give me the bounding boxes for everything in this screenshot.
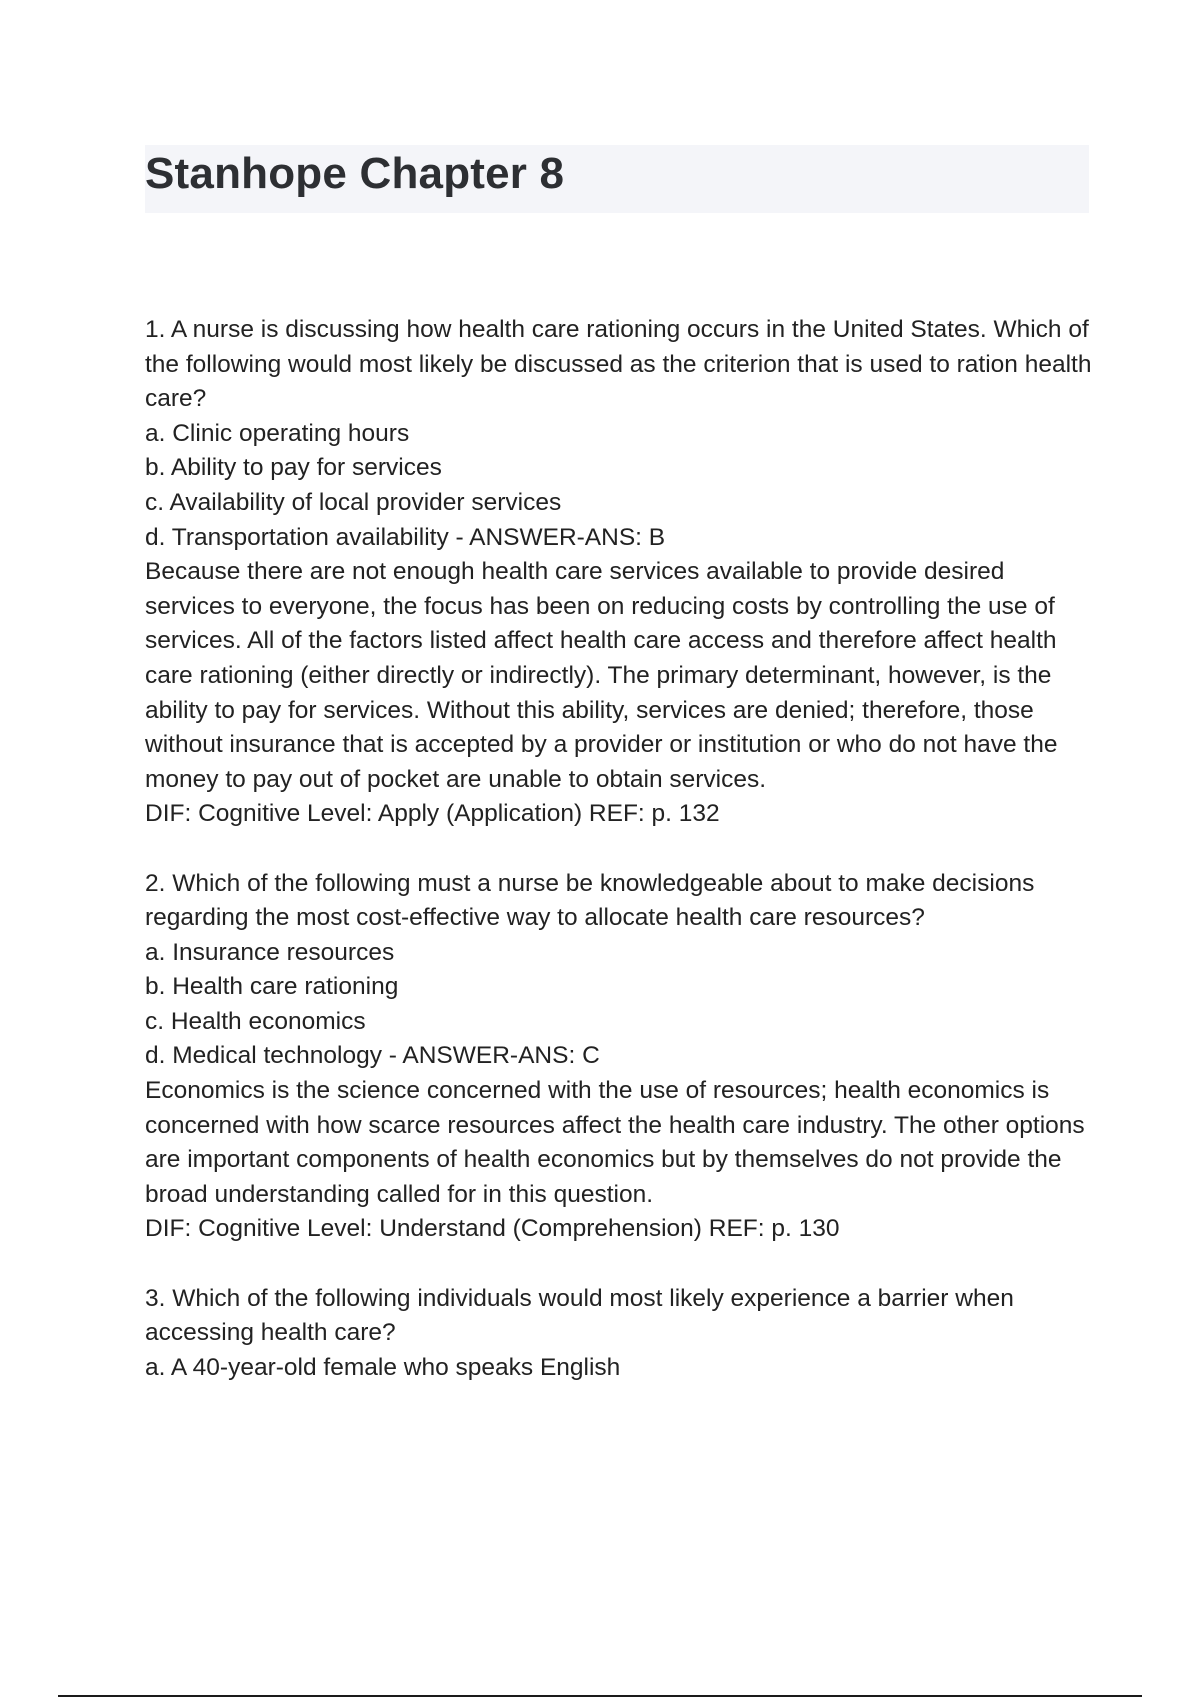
question-meta: DIF: Cognitive Level: Apply (Application) REF: p. 132 bbox=[145, 800, 720, 828]
question-stem: 1. A nurse is discussing how health care rationing occurs in the United States. Which of the following would most likely be discussed as the criterion that is used to ration health care? bbox=[145, 316, 1092, 413]
question-list bbox=[145, 313, 1095, 1420]
answer-option: b. Ability to pay for services bbox=[145, 454, 442, 482]
answer-option: c. Health economics bbox=[145, 1007, 366, 1035]
answer-option-with-key: d. Transportation availability - ANSWER-ANS: B bbox=[145, 523, 666, 551]
question-3 bbox=[145, 1282, 1095, 1386]
question-stem: 3. Which of the following individuals would most likely experience a barrier when accessing health care? bbox=[145, 1284, 1014, 1347]
answer-option: a. Clinic operating hours bbox=[145, 419, 410, 447]
answer-option: a. Insurance resources bbox=[145, 938, 395, 966]
question-2 bbox=[145, 867, 1095, 1248]
question-meta: DIF: Cognitive Level: Understand (Comprehension) REF: p. 130 bbox=[145, 1215, 840, 1243]
answer-option-with-key: d. Medical technology - ANSWER-ANS: C bbox=[145, 1042, 600, 1070]
page-bottom-rule bbox=[58, 1695, 1142, 1697]
page-title: Stanhope Chapter 8 bbox=[145, 149, 565, 198]
rationale: Economics is the science concerned with the use of resources; health economics is concerned with how scarce resources affect the health care industry. The other options are important components of health economics but by themselves do not provide the broad understanding called for in this question. bbox=[145, 1077, 1085, 1208]
answer-option: c. Availability of local provider services bbox=[145, 488, 562, 516]
question-stem: 2. Which of the following must a nurse be knowledgeable about to make decisions regarding the most cost-effective way to allocate health care resources? bbox=[145, 869, 1035, 932]
answer-option: a. A 40-year-old female who speaks English bbox=[145, 1353, 621, 1381]
rationale: Because there are not enough health care services available to provide desired services to everyone, the focus has been on reducing costs by controlling the use of services. All of the factors listed affect health care access and therefore affect health care rationing (either directly or indirectly). The primary determinant, however, is the ability to pay for services. Without this ability, services are denied; therefore, those without insurance that is accepted by a provider or institution or who do not have the money to pay out of pocket are unable to obtain services. bbox=[145, 558, 1058, 793]
answer-option: b. Health care rationing bbox=[145, 973, 399, 1001]
question-1 bbox=[145, 313, 1095, 832]
